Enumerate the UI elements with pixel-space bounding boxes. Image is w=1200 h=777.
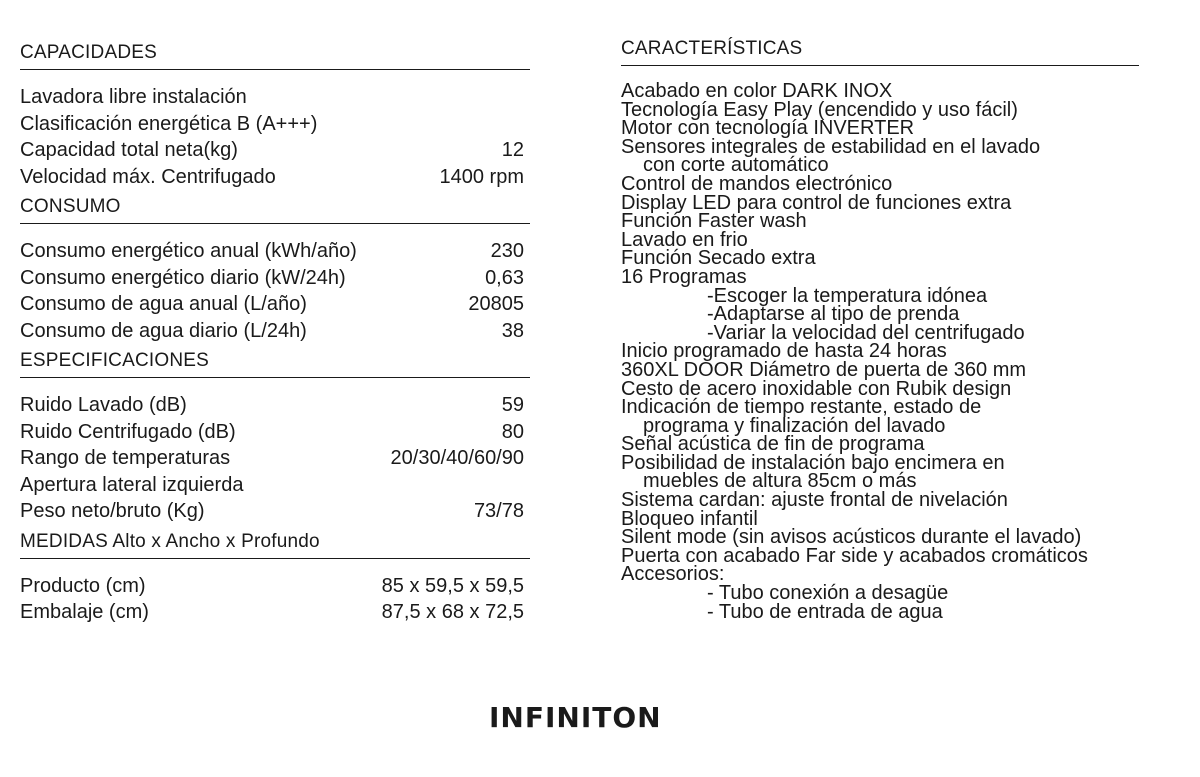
feature-item: 16 Programas xyxy=(621,265,747,288)
spec-label: Velocidad máx. Centrifugado xyxy=(20,165,276,188)
feature-item: Puerta con acabado Far side y acabados cromáticos xyxy=(621,544,1088,567)
spec-value: 59 xyxy=(501,394,524,416)
spec-row xyxy=(20,472,530,499)
spec-value: 80 xyxy=(501,420,524,443)
spec-label: Apertura lateral izquierda xyxy=(20,473,244,496)
spec-value: 87,5 x 68 x 72,5 xyxy=(381,601,524,623)
section-title-bold: MEDIDAS xyxy=(20,530,108,552)
section-title: CAPACIDADES xyxy=(20,42,530,70)
spec-label: Producto (cm) xyxy=(20,574,146,597)
spec-label: Peso neto/bruto (Kg) xyxy=(20,500,205,522)
feature-item: Tecnología Easy Play (encendido y uso fácil) xyxy=(621,98,1018,121)
feature-item: Bloqueo infantil xyxy=(621,507,758,530)
feature-item: Accesorios: xyxy=(621,563,725,586)
spec-row xyxy=(20,599,530,626)
spec-value: 20805 xyxy=(468,293,524,315)
section-title: CONSUMO xyxy=(20,196,530,224)
spec-label: Consumo energético anual (kWh/año) xyxy=(20,240,357,262)
section-title xyxy=(20,531,530,559)
spec-row xyxy=(20,291,530,318)
feature-item: Display LED para control de funciones extra xyxy=(621,191,1012,214)
spec-value: 38 xyxy=(501,319,524,342)
spec-label: Ruido Centrifugado (dB) xyxy=(20,420,236,443)
spec-value: 0,63 xyxy=(485,266,524,289)
feature-item: Acabado en color DARK INOX xyxy=(621,80,893,102)
feature-item: Motor con tecnología INVERTER xyxy=(621,117,915,140)
feature-item: con corte automático xyxy=(643,154,829,177)
feature-item: programa y finalización del lavado xyxy=(643,414,946,437)
section-consumo xyxy=(20,196,530,344)
spec-value: 230 xyxy=(490,240,524,262)
feature-item: Sistema cardan: ajuste frontal de nivelación xyxy=(621,489,1008,512)
spec-row xyxy=(20,137,530,164)
spec-row xyxy=(20,419,530,446)
spec-label: Consumo de agua diario (L/24h) xyxy=(20,319,307,342)
feature-item: Función Faster wash xyxy=(621,210,807,233)
spec-label: Capacidad total neta(kg) xyxy=(20,139,238,161)
feature-item: -Variar la velocidad del centrifugado xyxy=(707,321,1025,344)
feature-item: -Escoger la temperatura idónea xyxy=(707,284,988,307)
features-list xyxy=(621,82,1181,621)
spec-value: 85 x 59,5 x 59,5 xyxy=(381,574,524,597)
spec-value: 73/78 xyxy=(473,500,524,522)
feature-item: - Tubo de entrada de agua xyxy=(707,600,943,623)
section-capacidades xyxy=(20,42,530,190)
spec-row xyxy=(20,392,530,419)
brand-logo: INFINITON xyxy=(489,701,662,734)
spec-label: Consumo energético diario (kW/24h) xyxy=(20,266,346,289)
spec-label: Lavadora libre instalación xyxy=(20,86,247,108)
feature-item: Función Secado extra xyxy=(621,247,816,270)
section-especificaciones xyxy=(20,350,530,525)
spec-row xyxy=(20,573,530,600)
feature-item: 360XL DOOR Diámetro de puerta de 360 mm xyxy=(621,358,1027,381)
section-title: CARACTERÍSTICAS xyxy=(621,38,1139,66)
spec-row xyxy=(20,238,530,265)
feature-item: Lavado en frio xyxy=(621,228,748,251)
section-medidas xyxy=(20,531,530,626)
spec-table xyxy=(20,42,530,632)
spec-row xyxy=(20,318,530,345)
spec-label: Consumo de agua anual (L/año) xyxy=(20,293,307,315)
feature-item: Posibilidad de instalación bajo encimera en xyxy=(621,451,1005,474)
spec-label: Rango de temperaturas xyxy=(20,447,231,469)
feature-item: Control de mandos electrónico xyxy=(621,172,893,195)
feature-item: Cesto de acero inoxidable con Rubik design xyxy=(621,377,1012,400)
spec-row xyxy=(20,445,530,472)
spec-label: Ruido Lavado (dB) xyxy=(20,394,187,416)
feature-item: Señal acústica de fin de programa xyxy=(621,433,925,456)
section-title: ESPECIFICACIONES xyxy=(20,350,530,378)
feature-item: Inicio programado de hasta 24 horas xyxy=(621,340,947,363)
spec-row xyxy=(20,84,530,111)
feature-item: Silent mode (sin avisos acústicos durante el lavado) xyxy=(621,526,1082,549)
spec-value: 1400 rpm xyxy=(439,165,524,188)
feature-item: Sensores integrales de estabilidad en el lavado xyxy=(621,135,1041,158)
spec-value: 20/30/40/60/90 xyxy=(390,447,524,469)
feature-item: -Adaptarse al tipo de prenda xyxy=(707,303,960,326)
spec-value: 12 xyxy=(501,139,524,161)
spec-row xyxy=(20,498,530,525)
spec-label: Clasificación energética B (A+++) xyxy=(20,112,318,135)
spec-row xyxy=(20,164,530,191)
features-panel xyxy=(621,38,1181,621)
spec-label: Embalaje (cm) xyxy=(20,601,149,623)
feature-item: - Tubo conexión a desagüe xyxy=(707,582,949,605)
feature-item: Indicación de tiempo restante, estado de xyxy=(621,396,982,419)
spec-row xyxy=(20,111,530,138)
feature-item: muebles de altura 85cm o más xyxy=(643,470,917,493)
section-title-rest: Alto x Ancho x Profundo xyxy=(107,530,320,552)
spec-row xyxy=(20,265,530,292)
